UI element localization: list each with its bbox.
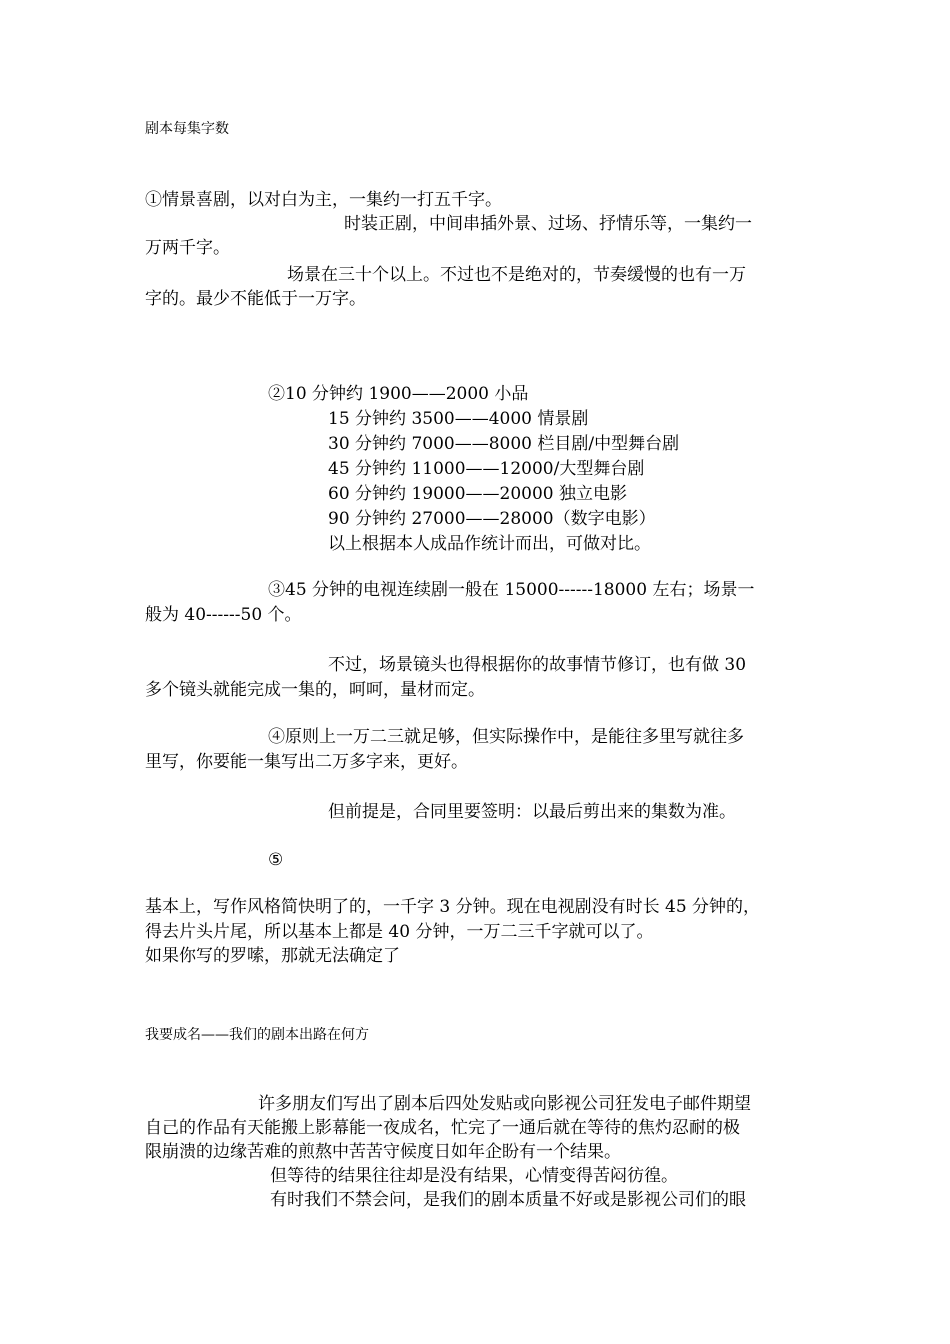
paragraph-line: 90 分钟约 27000——28000（数字电影） <box>328 509 656 529</box>
paragraph-line: 基本上，写作风格简快明了的，一千字 3 分钟。现在电视剧没有时长 45 分钟的， <box>145 897 761 917</box>
paragraph-line: 万两千字。 <box>145 238 230 258</box>
section-heading-fame: 我要成名——我们的剧本出路在何方 <box>145 1027 369 1043</box>
paragraph-line: 多个镜头就能完成一集的，呵呵，量材而定。 <box>145 680 485 700</box>
paragraph-line: 字的。最少不能低于一万字。 <box>145 289 366 309</box>
paragraph-line: 限崩溃的边缘苦难的煎熬中苦苦守候度日如年企盼有一个结果。 <box>145 1142 621 1162</box>
paragraph-line: ①情景喜剧，以对白为主，一集约一打五千字。 <box>145 190 502 210</box>
section-heading-script-length: 剧本每集字数 <box>145 121 229 137</box>
paragraph-line: 有时我们不禁会问，是我们的剧本质量不好或是影视公司们的眼 <box>270 1190 746 1210</box>
paragraph-line: 时装正剧，中间串插外景、过场、抒情乐等，一集约一 <box>344 214 752 234</box>
paragraph-line: 自己的作品有天能搬上影幕能一夜成名，忙完了一通后就在等待的焦灼忍耐的极 <box>145 1118 740 1138</box>
paragraph-line: 但前提是，合同里要签明：以最后剪出来的集数为准。 <box>328 802 736 822</box>
paragraph-line: 如果你写的罗嗦，那就无法确定了 <box>145 946 400 966</box>
paragraph-line: ②10 分钟约 1900——2000 小品 <box>268 384 529 404</box>
paragraph-line: 15 分钟约 3500——4000 情景剧 <box>328 409 589 429</box>
paragraph-line: 45 分钟约 11000——12000/大型舞台剧 <box>328 459 645 479</box>
paragraph-line: 不过，场景镜头也得根据你的故事情节修订，也有做 30 <box>328 655 747 675</box>
paragraph-line: 场景在三十个以上。不过也不是绝对的，节奏缓慢的也有一万 <box>287 265 746 285</box>
paragraph-line: 60 分钟约 19000——20000 独立电影 <box>328 484 628 504</box>
paragraph-line: ④原则上一万二三就足够，但实际操作中，是能往多里写就往多 <box>268 727 744 747</box>
paragraph-line: 里写，你要能一集写出二万多字来，更好。 <box>145 752 468 772</box>
paragraph-line: ③45 分钟的电视连续剧一般在 15000------18000 左右；场景一 <box>268 580 755 600</box>
paragraph-line: 般为 40------50 个。 <box>145 605 302 625</box>
paragraph-line: 但等待的结果往往却是没有结果，心情变得苦闷彷徨。 <box>270 1166 678 1186</box>
paragraph-line: 以上根据本人成品作统计而出，可做对比。 <box>328 534 651 554</box>
paragraph-line: 许多朋友们写出了剧本后四处发贴或向影视公司狂发电子邮件期望 <box>258 1094 751 1114</box>
paragraph-line: 30 分钟约 7000——8000 栏目剧/中型舞台剧 <box>328 434 680 454</box>
paragraph-line: 得去片头片尾，所以基本上都是 40 分钟，一万二三千字就可以了。 <box>145 922 654 942</box>
list-marker: ⑤ <box>268 850 284 870</box>
